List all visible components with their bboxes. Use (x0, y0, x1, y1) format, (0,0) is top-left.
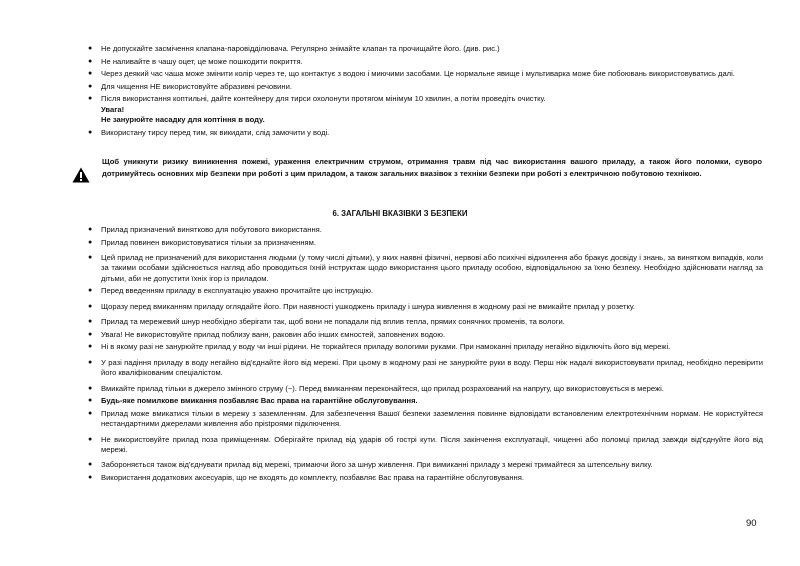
list-item: ● Використання додаткових аксесуарів, що не входять до комплекту, позбавляє Вас права на гарантійне обслуговування. (88, 473, 524, 483)
bullet-icon: ● (88, 397, 93, 405)
bullet-icon: ● (88, 95, 93, 103)
bullet-icon: ● (88, 461, 93, 469)
list-item: ● Прилад повинен використовуватися тільки за призначенням. (88, 237, 317, 247)
list-item: ● Не допускайте засмічення клапана-паровідділювача. Регулярно знімайте клапан та прочищайте його. (див. рис.) (88, 44, 500, 53)
page-number: 90 (746, 518, 757, 529)
bullet-icon: ● (88, 384, 93, 392)
bullet-icon: ● (88, 45, 93, 52)
bullet-icon: ● (88, 254, 93, 262)
list-item: ● Вмикайте прилад тільки в джерело змінного струму (~). Перед вмиканням переконайтеся, що прилад розрахований на напругу, що використовується в мережі. (88, 383, 664, 393)
list-item: ● Не використовуйте прилад поза приміщенням. Оберігайте прилад від ударів об гострі кути. Після закінчення експлуатації, чищенні або поломці прилад завжди від'єднуйте його від мережі. (88, 434, 763, 454)
bullet-icon: ● (88, 409, 93, 417)
safety-instructions-list (87, 225, 763, 486)
list-item: ● Через деякий час чаша може змінити колір через те, що контактує з водою і миючими засобами. Це нормальне явище і мультиварка може бие побоювань використовуватись далі. (88, 69, 735, 79)
list-item: ● Ні в якому разі не занурюйте прилад у воду чи інші рідини. Не торкайтеся приладу вологими руками. При намоканні приладу негайно відключіть його від мережі. (88, 342, 671, 352)
bullet-icon: ● (88, 474, 93, 482)
warning-text: Щоб уникнути ризику виникнення пожежі, ураження електричним струмом, отримання травм під час використання вашого приладу, а також його поломки, суворо дотримуйтесь основних мір безпеки при роботі з цим приладом, а також загальних вказівок з техніки безпеки при роботі з електричною побутовою технікою. (102, 157, 762, 179)
bullet-icon: ● (88, 330, 93, 338)
bullet-icon: ● (88, 128, 93, 136)
bullet-icon: ● (88, 57, 93, 65)
bullet-icon: ● (88, 70, 93, 78)
list-item: ● Щоразу перед вмиканням приладу оглядайте його. При наявності ушкоджень приладу і шнура живлення в жодному разі не вмикайте прилад у розетку. (88, 301, 636, 311)
list-item: ● У разі падіння приладу в воду негайно від'єднайте його від мережі. При цьому в жодному разі не занурюйте руки в воду. Перш ніж надалі використовувати прилад, необхідно перевірити його кваліфікованим спеціалістом. (88, 357, 763, 378)
bullet-icon: ● (88, 435, 93, 443)
list-item: ● Перед введенням приладу в експлуатацію уважно прочитайте цю інструкцію. (88, 286, 374, 296)
bullet-icon: ● (88, 358, 93, 366)
section-title: 6. ЗАГАЛЬНІ ВКАЗІВКИ З БЕЗПЕКИ (332, 209, 468, 218)
bullet-icon: ● (88, 318, 93, 326)
list-item: ● Увага! Не використовуйте прилад поблизу ванн, раковин або інших ємностей, заповнених водою. (88, 329, 446, 339)
list-item: ● Цей прилад не призначений для використання людьми (у тому числі дітьми), у яких наявні фізичні, нервові або психічні відхилення або бракує досвіду і знань, за винятком випадків, коли за такими особами здійснюється нагляд або проводиться їхній інструктаж щодо використання цього приладу особою, відповідальною за їхню безпеку. Необхідно здійснювати нагляд за дітьми, аби не допустити їхніх ігор із приладом. (88, 253, 763, 283)
warning-triangle-icon (72, 167, 90, 183)
bullet-icon: ● (88, 226, 93, 233)
list-item: ● Прилад може вмикатися тільки в мережу з заземленням. Для забезпечення Вашої безпеки заземлення повинне відповідати встановленим електротехнічним нормам. Не користуйтеся нестандартними джерелами живлення або прistроями підключення. (88, 408, 763, 429)
attention-note: Не занурюйте насадку для коптіння в воду. (101, 114, 265, 124)
attention-label: Увага! (101, 104, 125, 114)
list-item: ● Використану тирсу перед тим, як викидати, слід замочити у воді. (88, 127, 330, 137)
list-item: ● Не наливайте в чашу оцет, це може пошкодити покриття. (88, 56, 303, 66)
list-item: ● Для чищення НЕ використовуйте абразивні речовини. (88, 81, 292, 91)
list-item: ● Прилад призначений винятково для побутового використання. (88, 225, 322, 234)
bullet-icon: ● (88, 82, 93, 90)
bullet-icon: ● (88, 343, 93, 351)
bullet-icon: ● (88, 302, 93, 310)
list-item: ● Забороняється також від'єднувати прилад від мережі, тримаючи його за шнур живлення. При вимиканні приладу з мережі тримайтеся за штепсельну вилку. (88, 460, 653, 470)
list-item: ● Прилад та мережевий шнур необхідно зберігати так, щоб вони не попадали під вплив тепла, прямих сонячних променів, та вологи. (88, 317, 565, 327)
list-item: ● Після використання коптильні, дайте контейнеру для тирси охолонути протягом мінімум 10 хвилин, а потім проведіть очистку. Увага! Не занурюйте насадку для коптіння в воду. (87, 94, 763, 125)
list-item: ● Будь-яке помилкове вмикання позбавляє Вас права на гарантійне обслуговування. (88, 396, 418, 406)
bullet-icon: ● (88, 287, 93, 295)
bullet-icon: ● (88, 238, 93, 246)
cleaning-instructions-list (87, 44, 763, 140)
